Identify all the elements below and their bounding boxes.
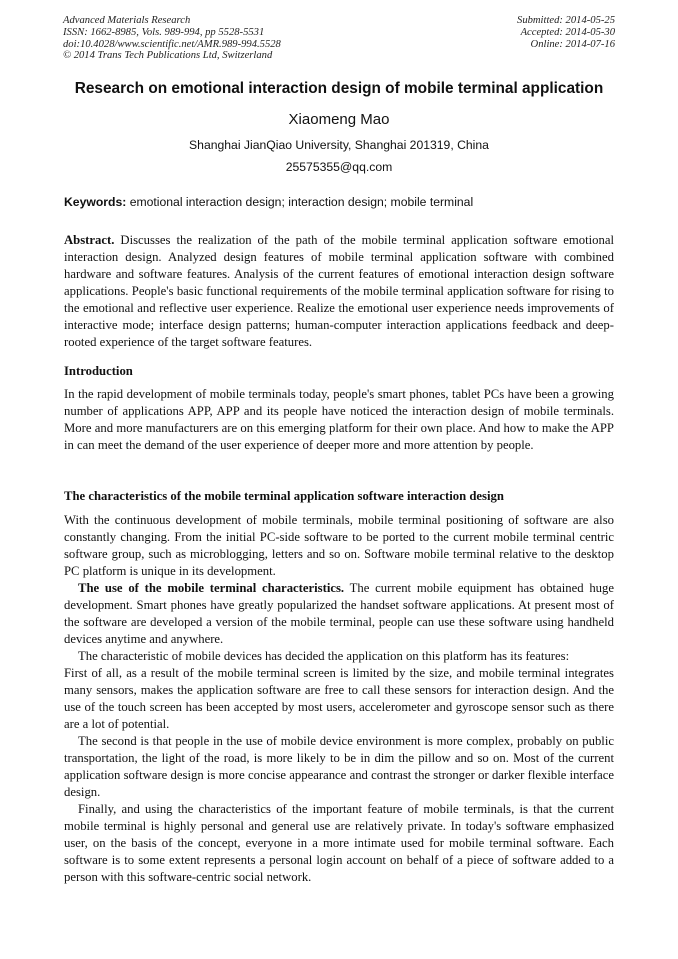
paragraph-2-text: The current mobile equipment has obtained huge development. Smart phones have greatly popularized the handset software applications. At present most of the software are developed a version of the mobile terminal, people can use these software using handheld devices anytime and anywhere.: [64, 581, 614, 646]
abstract-label: Abstract.: [64, 233, 115, 247]
introduction-heading: Introduction: [64, 364, 133, 378]
section-characteristics-body: [64, 512, 614, 886]
section-heading-characteristics: The characteristics of the mobile terminal application software interaction design: [64, 489, 504, 503]
abstract-text: Discusses the realization of the path of the mobile terminal application software emotional interaction design. Analyzed design features of mobile terminal application software with combined hardware and software features. Analysis of the current features of emotional interaction design software applications. People's basic functional requirements of the mobile terminal application software for rising to the emotional and reflective user experience. Realize the emotional user experience needs improvements of interactive mode; interface design patterns; human-computer interaction applications feedback and deep-rooted experience of the target software features.: [64, 233, 615, 349]
introduction-body: [64, 386, 614, 454]
copyright-line: © 2014 Trans Tech Publications Ltd, Switzerland: [63, 50, 273, 62]
paragraph-5: The second is that people in the use of mobile device environment is more complex, probably on public transportation, the light of the road, is more likely to be in dim the pillow and so on. Most of the current application software design is more concise appearance and contrast the stronger or darker flexible interface design.: [64, 734, 614, 799]
online-date: Online: 2014-07-16: [530, 38, 615, 50]
keywords-text: emotional interaction design; interaction design; mobile terminal: [129, 195, 474, 209]
paragraph-2: [64, 580, 614, 648]
author-email: 25575355@qq.com: [285, 160, 393, 174]
journal-name: Advanced Materials Research: [63, 15, 191, 26]
journal-info: [63, 15, 281, 62]
paper-title: Research on emotional interaction design of mobile terminal application: [74, 80, 604, 97]
paragraph-4: First of all, as a result of the mobile terminal screen is limited by the size, and mobile terminal integrates many sensors, makes the application software are free to call these sensors for interaction design. And the use of the touch screen has been accepted by most users, accelerometer and gyroscope sensor such as there are a lot of potential.: [64, 666, 614, 731]
author-affiliation: Shanghai JianQiao University, Shanghai 201319, China: [189, 138, 489, 152]
keywords-line: [64, 195, 473, 209]
introduction-paragraph: In the rapid development of mobile terminals today, people's smart phones, tablet PCs have been a growing number of applications APP, APP and its people have noticed the interaction design of mobile terminals. More and more manufacturers are on this emerging platform for their own place. And how to make the APP in can meet the demand of the user experience of deeper more and more attention by people.: [64, 387, 614, 452]
doi-line: doi:10.4028/www.scientific.net/AMR.989-994.5528: [63, 38, 281, 50]
issn-line: ISSN: 1662-8985, Vols. 989-994, pp 5528-5531: [63, 26, 265, 38]
paragraph-6: Finally, and using the characteristics of the important feature of mobile terminals, is that the current mobile terminal is highly personal and general use are relatively private. In today's software emphasized user, on the basis of the concept, everyone in a more intimate used for mobile terminal software. Each software is to some extent represents a personal login account on behalf of a piece of software added to a person with this software-centric social network.: [64, 802, 614, 884]
author-name: Xiaomeng Mao: [288, 111, 390, 128]
submission-dates: [517, 15, 615, 50]
submitted-date: Submitted: 2014-05-25: [517, 15, 615, 26]
accepted-date: Accepted: 2014-05-30: [520, 26, 615, 38]
paragraph-2-label: The use of the mobile terminal characteristics.: [78, 581, 345, 595]
paragraph-3: The characteristic of mobile devices has decided the application on this platform has its features:: [78, 649, 570, 663]
keywords-label: Keywords:: [64, 195, 127, 209]
paragraph-1: With the continuous development of mobile terminals, mobile terminal positioning of software are also constantly changing. From the initial PC-side software to be ported to the current mobile terminal centric software group, such as microblogging, letters and so on. Software mobile terminal relative to the desktop PC platform is unique in its development.: [64, 513, 614, 578]
abstract: [64, 232, 614, 351]
